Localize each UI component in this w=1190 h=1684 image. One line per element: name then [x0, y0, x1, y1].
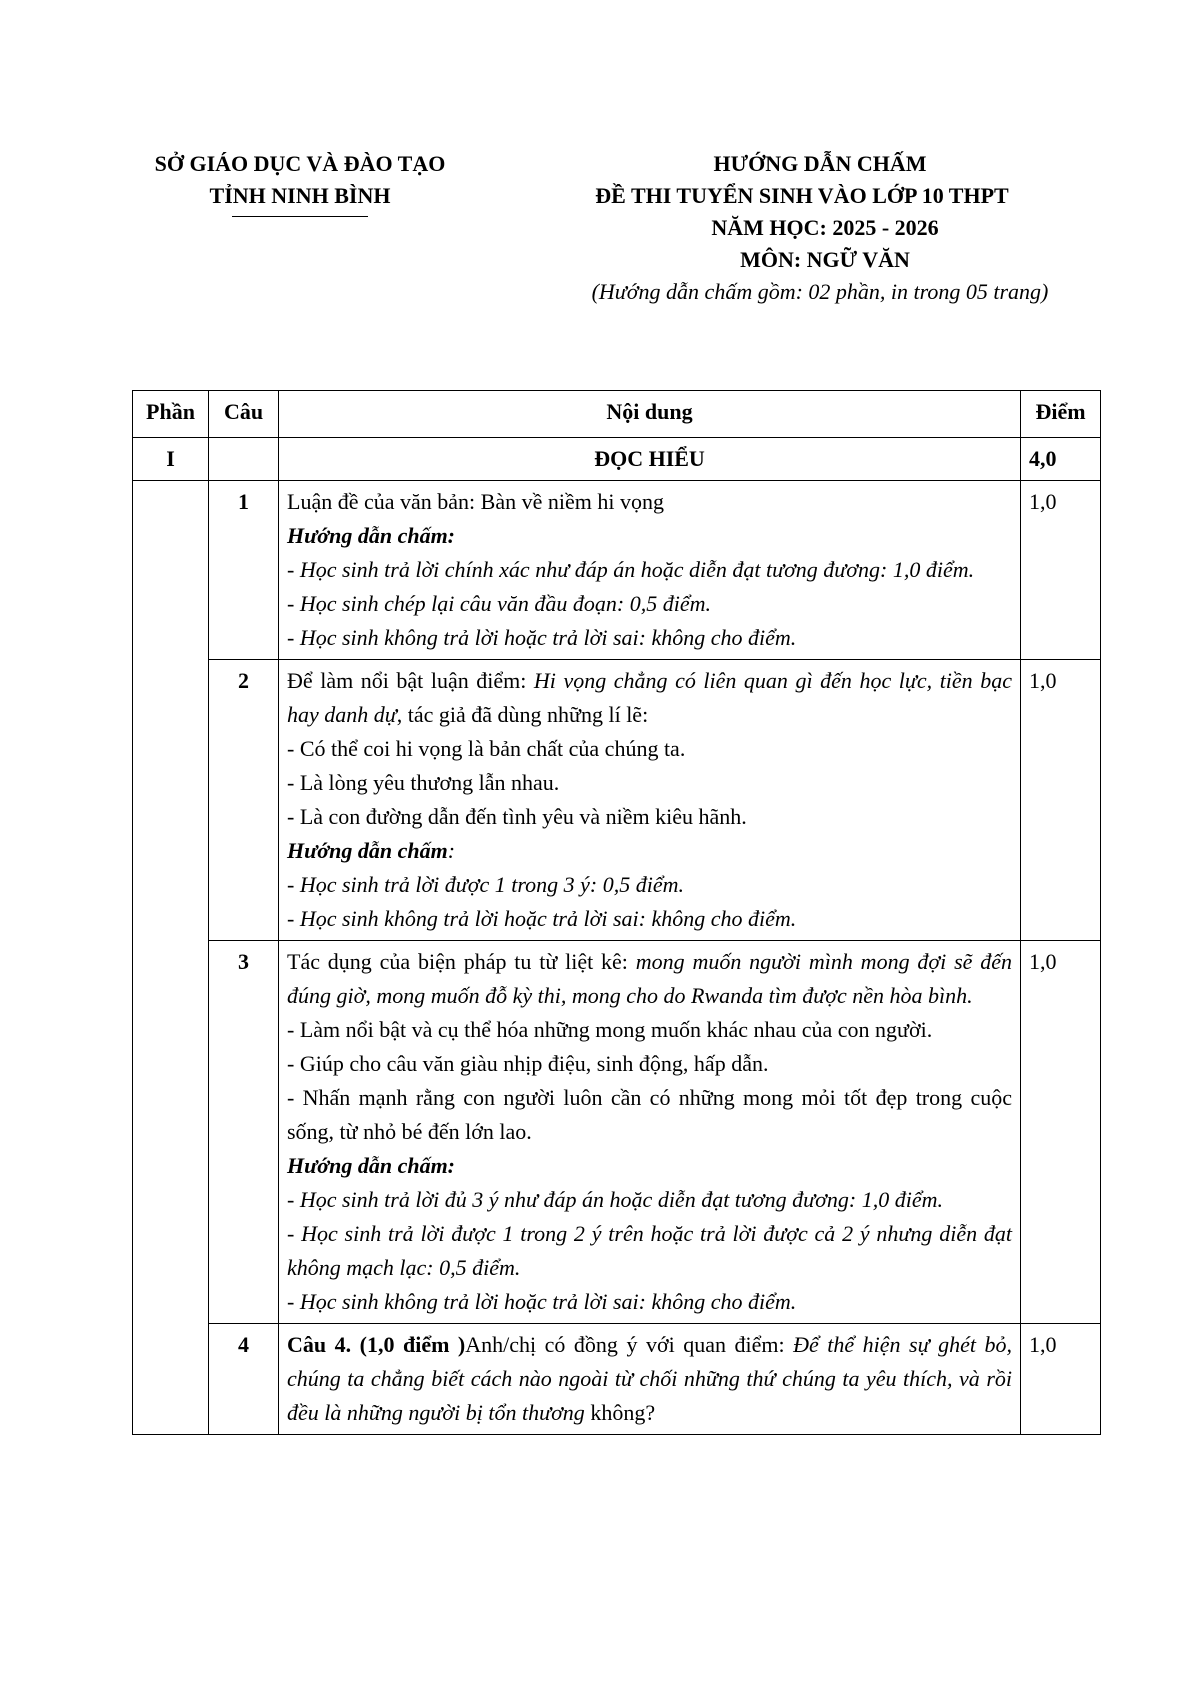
guide-line: - Học sinh trả lời đủ 3 ý như đáp án hoặc diễn đạt tương đương: 1,0 điểm.	[287, 1187, 943, 1212]
question-number: 4	[209, 1324, 279, 1435]
intro-text: , tác giả đã dùng những lí lẽ:	[396, 702, 649, 727]
prompt-tail: không?	[584, 1400, 656, 1425]
answer-line: - Có thể coi hi vọng là bản chất của chúng ta.	[287, 736, 686, 761]
answer-line: - Là con đường dẫn đến tình yêu và niềm kiêu hãnh.	[287, 804, 747, 829]
question-content	[279, 660, 1021, 941]
guide-line: - Học sinh chép lại câu văn đầu đoạn: 0,5 điểm.	[287, 591, 712, 616]
section-title: ĐỌC HIỂU	[279, 438, 1021, 481]
section-part: I	[133, 438, 209, 481]
header-part: Phần	[133, 391, 209, 438]
document-title: HƯỚNG DẪN CHẤM	[713, 151, 927, 176]
issuer-province: TỈNH NINH BÌNH	[209, 183, 391, 208]
intro-quote: mong muốn người mình mong đợi sẽ đến đúng giờ, mong muốn đỗ kỳ thi, mong cho do Rwanda tìm được nền hòa bình.	[287, 949, 1012, 1008]
question-score: 1,0	[1021, 941, 1101, 1324]
guide-colon: :	[447, 838, 456, 863]
header-content: Nội dung	[279, 391, 1021, 438]
table-header-row	[133, 391, 1101, 438]
table-row	[133, 1324, 1101, 1435]
question-lead: Câu 4. (1,0 điểm )	[287, 1332, 466, 1357]
answer-intro	[287, 664, 1012, 732]
section-empty-cell	[209, 438, 279, 481]
question-number: 2	[209, 660, 279, 941]
page-note: (Hướng dẫn chấm gồm: 02 phần, in trong 05 trang)	[591, 279, 1049, 304]
subject: MÔN: NGỮ VĂN	[740, 247, 910, 272]
guide-line: - Học sinh không trả lời hoặc trả lời sai: không cho điểm.	[287, 625, 797, 650]
answer-line: - Nhấn mạnh rằng con người luôn cần có những mong mỏi tốt đẹp trong cuộc sống, từ nhỏ bé đến lớn lao.	[287, 1085, 1012, 1144]
document-title-block	[540, 148, 1100, 308]
issuer-department: SỞ GIÁO DỤC VÀ ĐÀO TẠO	[154, 151, 446, 176]
intro-quote: Hi vọng chẳng có liên quan gì đến học lực, tiền bạc hay danh dự	[287, 668, 1012, 727]
guide-heading: Hướng dẫn chấm:	[287, 1153, 456, 1178]
guide-heading: Hướng dẫn chấm:	[287, 523, 456, 548]
answer-line: Luận đề của văn bản: Bàn về niềm hi vọng	[287, 489, 664, 514]
table-row	[133, 941, 1101, 1324]
table-row	[133, 660, 1101, 941]
guide-heading-line	[287, 834, 1012, 868]
part-empty-cell	[133, 481, 209, 1435]
guide-line: - Học sinh trả lời được 1 trong 3 ý: 0,5 điểm.	[287, 872, 685, 897]
intro-text: Để làm nổi bật luận điểm:	[287, 668, 534, 693]
section-row	[133, 438, 1101, 481]
prompt-text: Anh/chị có đồng ý với quan điểm:	[465, 1332, 794, 1357]
question-prompt	[287, 1328, 1012, 1430]
exam-name: ĐỀ THI TUYỂN SINH VÀO LỚP 10 THPT	[595, 183, 1009, 208]
question-content	[279, 941, 1021, 1324]
question-number: 1	[209, 481, 279, 660]
question-score: 1,0	[1021, 1324, 1101, 1435]
question-content	[279, 1324, 1021, 1435]
answer-line: - Giúp cho câu văn giàu nhịp điệu, sinh động, hấp dẫn.	[287, 1051, 769, 1076]
intro-text: Tác dụng của biện pháp tu từ liệt kê:	[287, 949, 636, 974]
guide-line: - Học sinh trả lời được 1 trong 2 ý trên hoặc trả lời được cả 2 ý nhưng diễn đạt không mạch lạc: 0,5 điểm.	[287, 1221, 1012, 1280]
answer-line: - Làm nổi bật và cụ thể hóa những mong muốn khác nhau của con người.	[287, 1017, 933, 1042]
question-score: 1,0	[1021, 660, 1101, 941]
guide-line: - Học sinh trả lời chính xác như đáp án hoặc diễn đạt tương đương: 1,0 điểm.	[287, 557, 975, 582]
header-question: Câu	[209, 391, 279, 438]
prompt-quote: Để thể hiện sự ghét bỏ, chúng ta chẳng biết cách nào ngoài từ chối những thứ chúng ta yêu thích, và rồi đều là những người bị tổn thương	[287, 1332, 1013, 1425]
section-score: 4,0	[1021, 438, 1101, 481]
guide-heading: Hướng dẫn chấm	[287, 838, 448, 863]
issuer-block	[100, 148, 500, 217]
grading-table	[132, 390, 1101, 1435]
issuer-underline	[232, 216, 368, 217]
guide-line: - Học sinh không trả lời hoặc trả lời sai: không cho điểm.	[287, 1289, 797, 1314]
table-row	[133, 481, 1101, 660]
question-number: 3	[209, 941, 279, 1324]
answer-intro	[287, 945, 1012, 1013]
question-content	[279, 481, 1021, 660]
header-score: Điểm	[1021, 391, 1101, 438]
answer-line: - Là lòng yêu thương lẫn nhau.	[287, 770, 560, 795]
school-year: NĂM HỌC: 2025 - 2026	[711, 215, 939, 240]
guide-line: - Học sinh không trả lời hoặc trả lời sai: không cho điểm.	[287, 906, 797, 931]
question-score: 1,0	[1021, 481, 1101, 660]
